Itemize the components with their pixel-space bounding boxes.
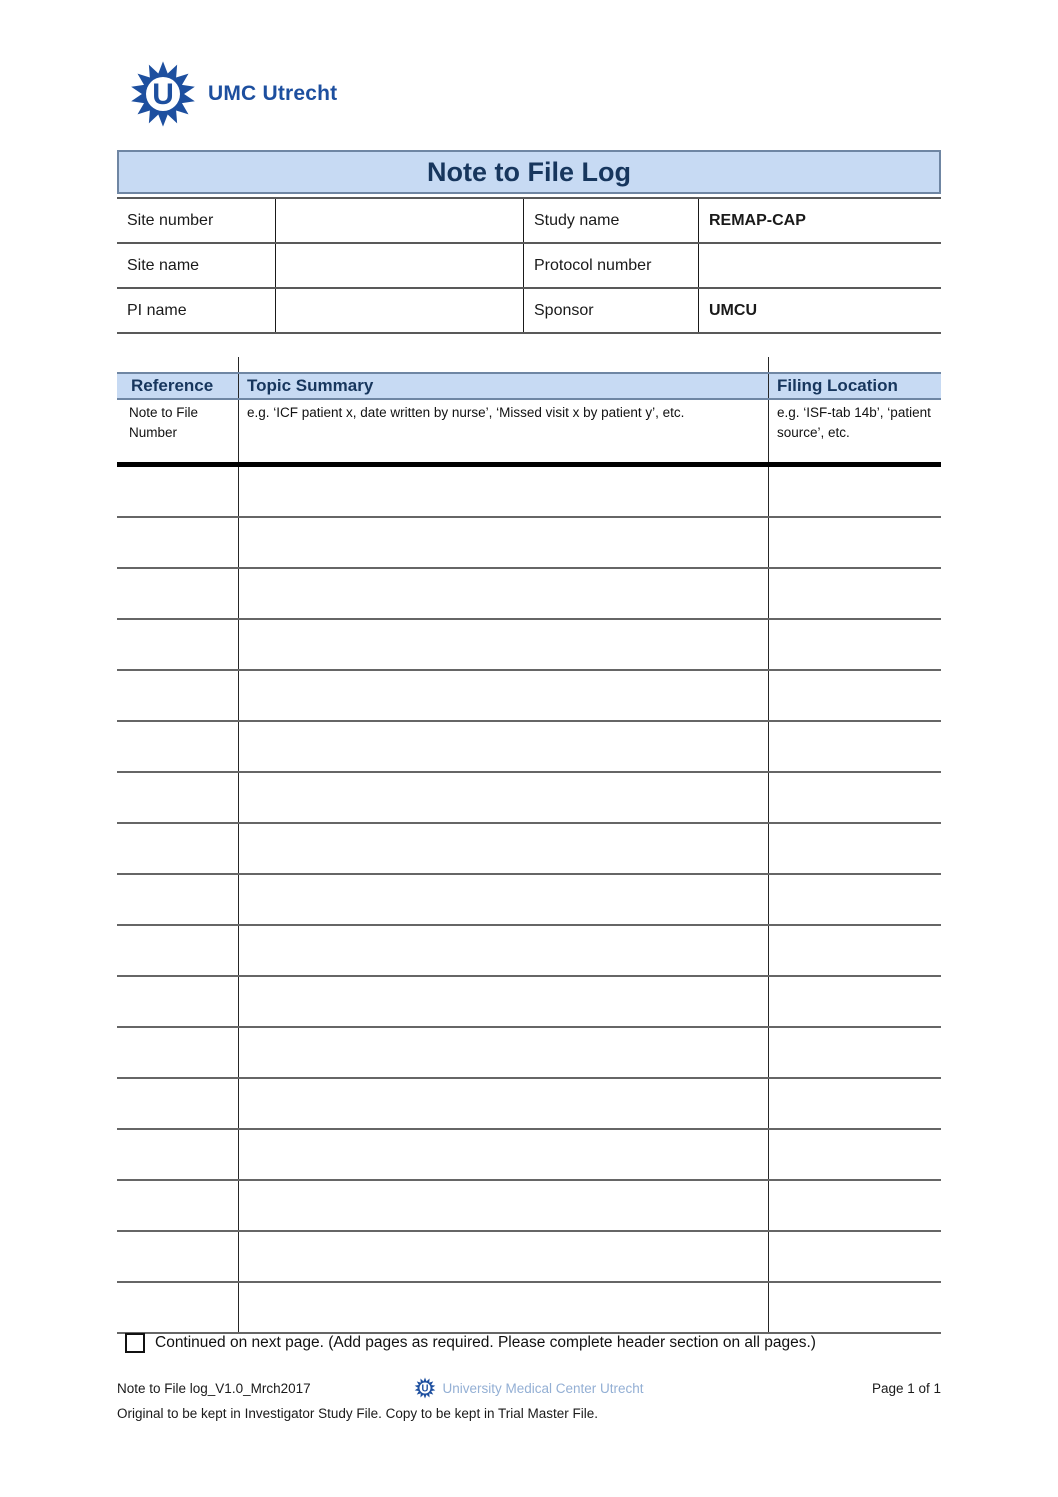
sponsor-label: Sponsor bbox=[523, 289, 698, 332]
site-number-label: Site number bbox=[127, 211, 214, 229]
topic-summary-cell bbox=[238, 467, 768, 516]
protocol-number-value bbox=[698, 244, 941, 287]
reference-cell bbox=[117, 1283, 238, 1332]
site-number-value bbox=[275, 199, 523, 242]
reference-cell bbox=[117, 1028, 238, 1077]
sponsor-value: UMCU bbox=[698, 289, 941, 332]
study-info-table bbox=[117, 197, 941, 334]
log-table-body bbox=[117, 467, 941, 1334]
filing-location-cell bbox=[768, 671, 941, 720]
footer-center-text: University Medical Center Utrecht bbox=[442, 1380, 644, 1396]
table-row bbox=[117, 824, 941, 875]
continuation-label: Continued on next page. (Add pages as required. Please complete header section on all pages.) bbox=[155, 1334, 816, 1351]
filing-location-cell bbox=[768, 518, 941, 567]
table-row bbox=[117, 1079, 941, 1130]
filing-location-cell bbox=[768, 620, 941, 669]
footer-center bbox=[414, 1377, 643, 1399]
site-name-value bbox=[275, 244, 523, 287]
reference-cell bbox=[117, 1130, 238, 1179]
topic-summary-cell bbox=[238, 1232, 768, 1281]
topic-summary-column-header: Topic Summary bbox=[238, 374, 768, 398]
table-row bbox=[117, 1283, 941, 1334]
topic-summary-cell bbox=[238, 1130, 768, 1179]
reference-cell bbox=[117, 824, 238, 873]
reference-column-header: Reference bbox=[131, 376, 214, 395]
reference-cell bbox=[117, 467, 238, 516]
footer-top-line bbox=[117, 1376, 941, 1400]
site-name-label: Site name bbox=[127, 256, 200, 274]
table-row bbox=[117, 722, 941, 773]
topic-summary-cell bbox=[238, 1079, 768, 1128]
topic-summary-cell bbox=[238, 569, 768, 618]
reference-cell bbox=[117, 926, 238, 975]
topic-summary-cell bbox=[238, 1028, 768, 1077]
reference-cell bbox=[117, 773, 238, 822]
filing-location-cell bbox=[768, 722, 941, 771]
table-row bbox=[117, 773, 941, 824]
filing-location-cell bbox=[768, 1232, 941, 1281]
brand-text: UMC Utrecht bbox=[208, 82, 338, 105]
filing-location-cell bbox=[768, 824, 941, 873]
filing-location-cell bbox=[768, 926, 941, 975]
reference-cell bbox=[117, 1181, 238, 1230]
table-row bbox=[117, 518, 941, 569]
study-name-value: REMAP-CAP bbox=[698, 199, 941, 242]
table-row bbox=[117, 1130, 941, 1181]
topic-summary-cell bbox=[238, 875, 768, 924]
filing-location-cell bbox=[768, 1079, 941, 1128]
umc-sunburst-logo-icon bbox=[129, 60, 197, 128]
column-tick bbox=[238, 357, 239, 372]
table-row bbox=[117, 926, 941, 977]
topic-summary-cell bbox=[238, 773, 768, 822]
filing-location-cell bbox=[768, 1130, 941, 1179]
info-row-site-number bbox=[117, 199, 941, 244]
filing-location-column-header: Filing Location bbox=[768, 374, 941, 398]
reference-cell bbox=[117, 518, 238, 567]
table-row bbox=[117, 875, 941, 926]
filing-location-cell bbox=[768, 977, 941, 1026]
protocol-number-label: Protocol number bbox=[523, 244, 698, 287]
continuation-line bbox=[125, 1333, 816, 1353]
reference-cell bbox=[117, 1079, 238, 1128]
column-border-ticks bbox=[117, 357, 941, 372]
topic-summary-cell bbox=[238, 722, 768, 771]
log-table-example-row bbox=[117, 400, 941, 462]
filing-location-cell bbox=[768, 1028, 941, 1077]
study-name-label: Study name bbox=[523, 199, 698, 242]
note-to-file-log-table bbox=[117, 357, 941, 1334]
filing-location-cell bbox=[768, 569, 941, 618]
filing-location-cell bbox=[768, 875, 941, 924]
page-footer bbox=[117, 1376, 941, 1424]
topic-summary-cell bbox=[238, 926, 768, 975]
filing-location-cell bbox=[768, 467, 941, 516]
pi-name-value bbox=[275, 289, 523, 332]
page-title: Note to File Log bbox=[427, 156, 631, 187]
pi-name-label: PI name bbox=[127, 301, 187, 319]
filing-location-example-text: e.g. ‘ISF-tab 14b’, ‘patient source’, etc. bbox=[768, 400, 941, 462]
table-row bbox=[117, 1028, 941, 1079]
table-row bbox=[117, 1232, 941, 1283]
info-row-site-name bbox=[117, 244, 941, 289]
filing-location-cell bbox=[768, 773, 941, 822]
topic-summary-cell bbox=[238, 824, 768, 873]
topic-summary-cell bbox=[238, 518, 768, 567]
filing-location-cell bbox=[768, 1283, 941, 1332]
continued-checkbox[interactable] bbox=[125, 1333, 145, 1353]
info-row-pi-name bbox=[117, 289, 941, 334]
topic-summary-cell bbox=[238, 671, 768, 720]
topic-summary-example-text: e.g. ‘ICF patient x, date written by nurse’, ‘Missed visit x by patient y’, etc. bbox=[238, 400, 768, 462]
table-row bbox=[117, 671, 941, 722]
reference-cell bbox=[117, 722, 238, 771]
footer-note-text: Original to be kept in Investigator Study File. Copy to be kept in Trial Master File. bbox=[117, 1405, 598, 1421]
footer-version-text: Note to File log_V1.0_Mrch2017 bbox=[117, 1380, 311, 1396]
document-title-bar bbox=[117, 150, 941, 194]
topic-summary-cell bbox=[238, 977, 768, 1026]
umc-sunburst-logo-icon-small bbox=[414, 1377, 436, 1399]
topic-summary-cell bbox=[238, 620, 768, 669]
reference-cell bbox=[117, 875, 238, 924]
log-table-header-row bbox=[117, 372, 941, 400]
table-row bbox=[117, 620, 941, 671]
reference-cell bbox=[117, 620, 238, 669]
table-row bbox=[117, 977, 941, 1028]
footer-page-number: Page 1 of 1 bbox=[871, 1380, 941, 1396]
column-tick bbox=[768, 357, 769, 372]
svg-text:U: U bbox=[152, 78, 174, 112]
reference-cell bbox=[117, 569, 238, 618]
reference-cell bbox=[117, 977, 238, 1026]
table-row bbox=[117, 1181, 941, 1232]
reference-example-text: Note to File Number bbox=[129, 405, 199, 441]
topic-summary-cell bbox=[238, 1181, 768, 1230]
reference-cell bbox=[117, 1232, 238, 1281]
filing-location-cell bbox=[768, 1181, 941, 1230]
reference-cell bbox=[117, 671, 238, 720]
table-row bbox=[117, 467, 941, 518]
umc-brand bbox=[129, 60, 337, 128]
table-row bbox=[117, 569, 941, 620]
topic-summary-cell bbox=[238, 1283, 768, 1332]
svg-text:U: U bbox=[421, 1383, 429, 1395]
